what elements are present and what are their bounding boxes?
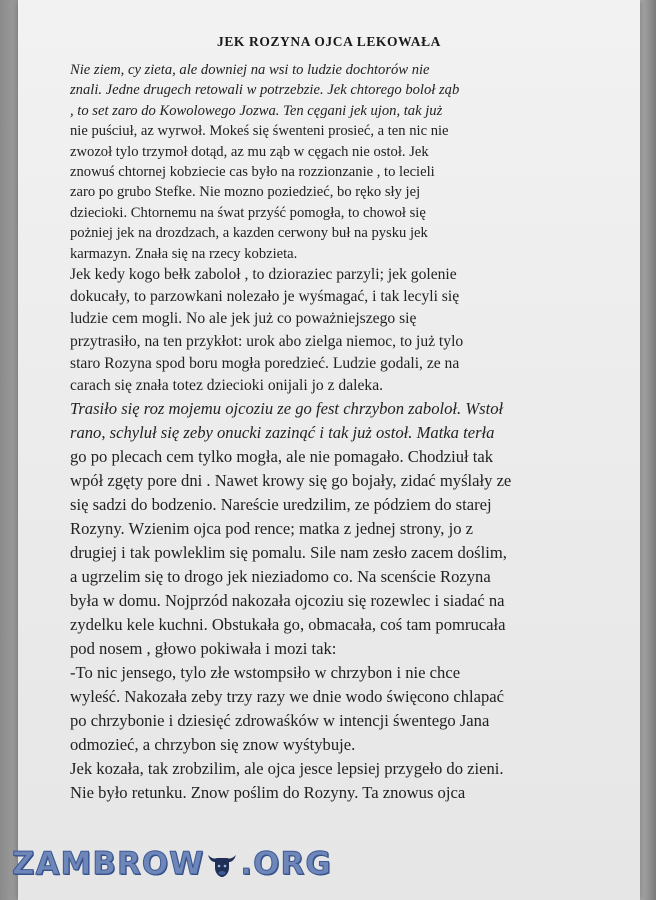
- document-page: [18, 0, 640, 900]
- document-line: nie puściuł, az wyrwoł. Mokeś się śwenteni prosieć, a ten nic nie: [70, 123, 449, 140]
- document-line: po chrzybonie i dziesięć zdrowaśków w intencji śwentego Jana: [70, 711, 490, 731]
- document-line: Nie ziem, cy zieta, ale downiej na wsi to ludzie dochtorów nie: [70, 62, 430, 78]
- document-line: drugiej i tak powleklim się pomalu. Sile nam zesło zacem doślim,: [70, 543, 507, 563]
- document-line: przytrasiło, na ten przykłot: urok abo zielga niemoc, to już tylo: [70, 332, 464, 350]
- document-line: była w domu. Nojprzód nakozała ojcoziu się rozewlec i siadać na: [70, 591, 505, 611]
- document-line: dokucały, to parzowkani nolezało je wyśmagać, i tak lecyli się: [70, 288, 460, 306]
- document-line: Jek kozała, tak zrobzilim, ale ojca jesce lepsiej przygeło do zieni.: [70, 759, 504, 779]
- document-body: [70, 60, 618, 805]
- document-line: zydelku kele kuchni. Obstukała go, obmacała, coś tam pomrucała: [70, 615, 506, 635]
- document-line: Jek kedy kogo bełk zaboloł , to dzioraziec parzyli; jek golenie: [70, 266, 457, 284]
- document-line: znowuś chtornej kobziecie cas było na rozzionzanie , to lecieli: [70, 164, 435, 181]
- site-watermark: [12, 844, 332, 884]
- document-line: wpół zgęty pore dni . Nawet krowy się go bojały, zidać myślały ze: [70, 471, 512, 491]
- document-line: karmazyn. Znała się na rzecy kobzieta.: [70, 245, 298, 262]
- document-line: Nie było retunku. Znow poślim do Rozyny. Ta znowus ojca: [70, 783, 466, 803]
- document-title: JEK ROZYNA OJCA LEKOWAŁA: [216, 34, 442, 49]
- document-line: carach się znała totez dziecioki onijali jo z daleka.: [70, 377, 384, 395]
- document-line: znali. Jedne drugech retowali w potrzebzie. Jek chtorego boloł ząb: [70, 82, 460, 99]
- watermark-text-left: ZAMBROW: [12, 846, 205, 882]
- document-line: Trasiło się roz mojemu ojcoziu ze go fest chrzybon zaboloł. Wstoł: [70, 399, 504, 419]
- document-line: dziecioki. Chtornemu na śwat przyść pomogła, to chowoł się: [70, 204, 426, 221]
- document-line: rano, schyluł się zeby onucki zazinąć i tak już ostoł. Matka terła: [70, 423, 495, 443]
- document-line: ludzie cem mogli. No ale jek już co poważniejszego się: [70, 310, 417, 328]
- bull-head-icon: [206, 849, 238, 879]
- watermark-text-right: .ORG: [240, 846, 332, 882]
- document-line: Rozyny. Wzienim ojca pod rence; matka z jednej strony, jo z: [70, 519, 474, 539]
- document-line: a ugrzelim się to drogo jek nieziadomo co. Na scenście Rozyna: [70, 567, 491, 587]
- document-line: go po plecach cem tylko mogła, ale nie pomagało. Chodziuł tak: [70, 447, 494, 467]
- document-line: pożniej jek na drozdzach, a kazden cerwony buł na pysku jek: [70, 225, 428, 242]
- document-line: -To nic jensego, tylo złe wstompsiło w chrzybon i nie chce: [70, 663, 461, 683]
- document-line: odmozieć, a chrzybon się znow wyśtybuje.: [70, 735, 356, 755]
- document-line: pod nosem , głowo pokiwała i mozi tak:: [70, 639, 337, 659]
- document-line: się sadzi do bodzenio. Nareście uredzilim, ze pódziem do starej: [70, 495, 492, 515]
- document-line: staro Rozyna spod boru mogła poredzieć. Ludzie godali, ze na: [70, 354, 460, 372]
- document-line: , to set zaro do Kowolowego Jozwa. Ten cęgani jek ujon, tak już: [70, 102, 443, 119]
- document-line: wyleść. Nakozała zeby trzy razy we dnie wodo święcono chlapać: [70, 687, 505, 707]
- document-line: zaro po grubo Stefke. Nie mozno poziedzieć, bo ręko sły jej: [70, 184, 421, 201]
- document-line: zwozoł tylo trzymoł dotąd, az mu ząb w cęgach nie ostoł. Jek: [70, 143, 429, 160]
